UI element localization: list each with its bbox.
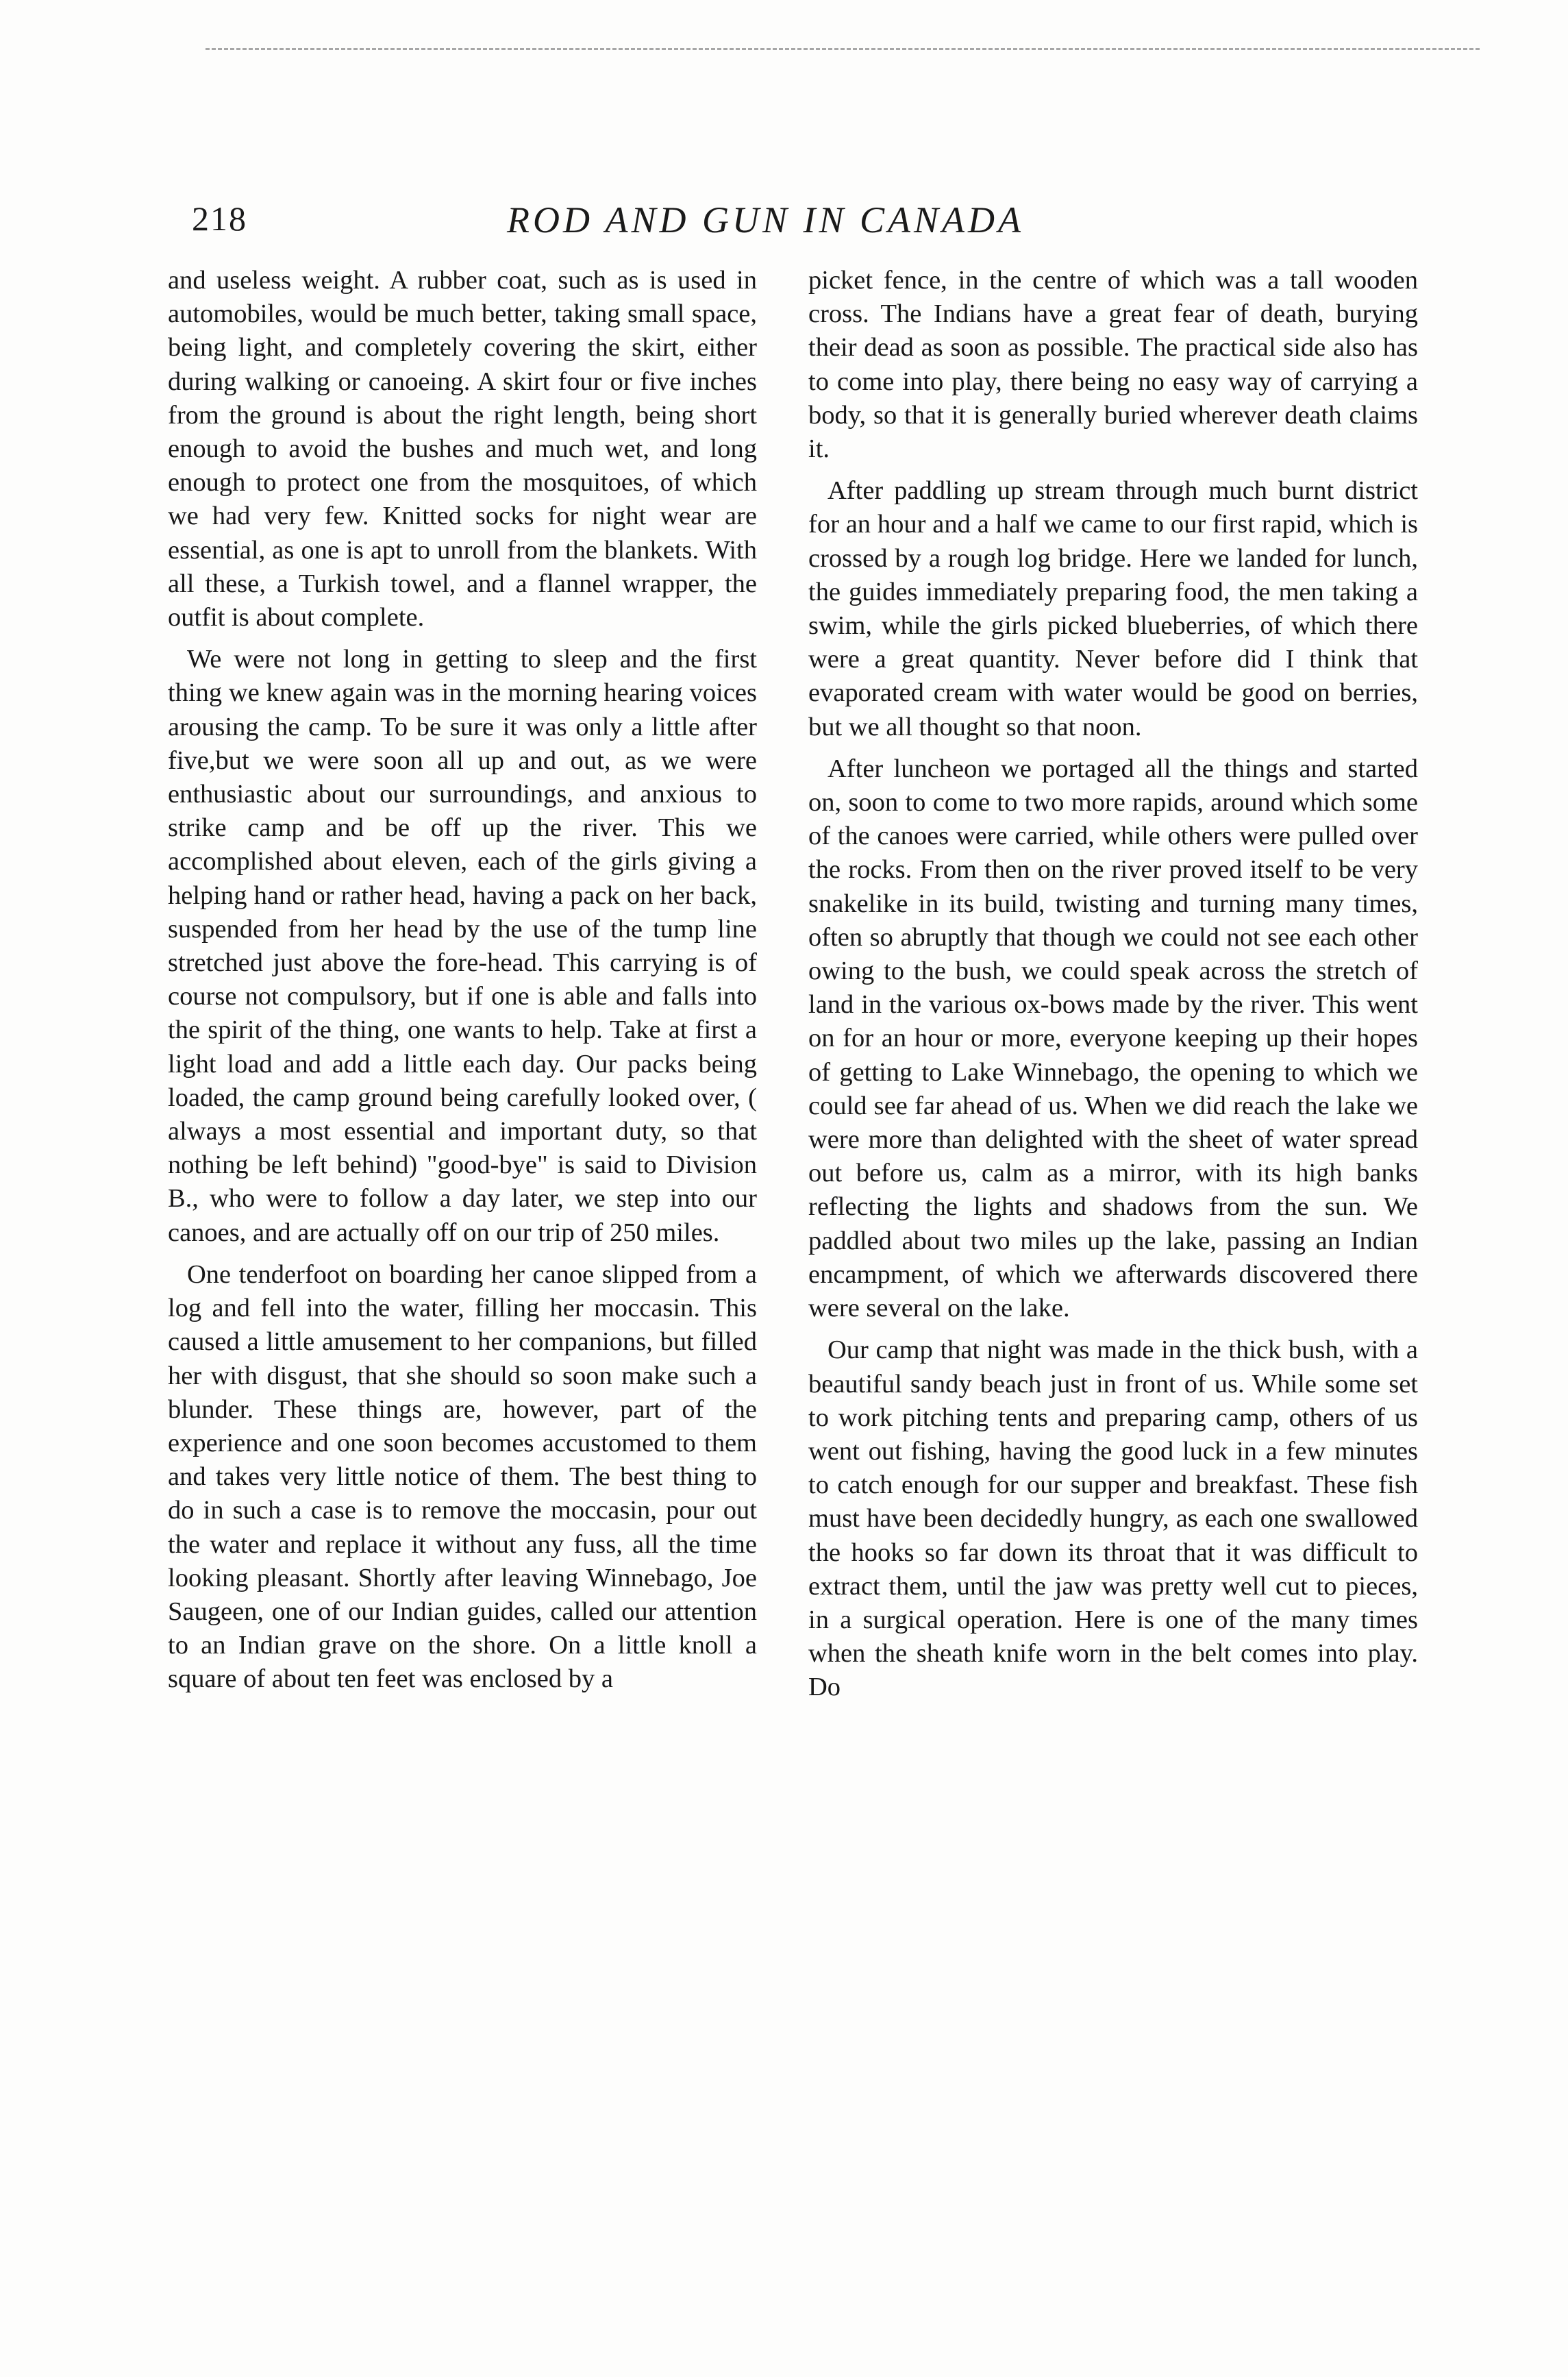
paragraph: Our camp that night was made in the thick bush, with a beautiful sandy beach just in front of us. While some set to work pitching tents and preparing camp, others of us went out fishing, having the good luck in a few minutes to catch enough for our supper and breakfast. These fish must have been decidedly hungry, as each one swallowed the hooks so far down its throat that it was difficult to extract them, until the jaw was pretty well cut to pieces, in a surgical operation. Here is one of the many times when the sheath knife worn in the belt comes into play. Do	[808, 1335, 1418, 1702]
page-header	[192, 199, 1432, 254]
paragraph: One tenderfoot on boarding her canoe slipped from a log and fell into the water, filling her moccasin. This caused a little amusement to her companions, but filled her with disgust, that she should so soon make such a blunder. These things are, however, part of the experience and one soon becomes accustomed to them and takes very little notice of them. The best thing to do in such a case is to remove the moccasin, pour out the water and replace it without any fuss, all the time looking pleasant. Shortly after leaving Winnebago, Joe Saugeen, one of our Indian guides, called our attention to an Indian grave on the shore. On a little knoll a square of about ten feet was enclosed by a	[168, 1259, 757, 1694]
running-title: ROD AND GUN IN CANADA	[507, 199, 1025, 241]
paragraph: We were not long in getting to sleep and the first thing we knew again was in the morning hearing voices arousing the camp. To be sure it was only a little after five,but we were soon all up and out, as we were enthusiastic about our surroundings, and anxious to strike camp and be off up the river. This we accomplished about eleven, each of the girls giving a helping hand or rather head, having a pack on her back, suspended from her head by the use of the tump line stretched just above the fore-head. This carrying is of course not compulsory, but if one is able and falls into the spirit of the thing, one wants to help. Take at first a light load and add a little each day. Our packs being loaded, the camp ground being carefully looked over, ( always a most essential and important duty, so that nothing be left behind) "good-bye" is said to Division B., who were to follow a day later, we step into our canoes, and are actually off on our trip of 250 miles.	[168, 645, 757, 1247]
paragraph: and useless weight. A rubber coat, such as is used in automobiles, would be much better, taking small space, being light, and completely covering the skirt, either during walking or canoeing. A skirt four or five inches from the ground is about the right length, being short enough to avoid the bushes and much wet, and long enough to protect one from the mosquitoes, of which we had very few. Knitted socks for night wear are essential, as one is apt to unroll from the blankets. With all these, a Turkish towel, and a flannel wrapper, the outfit is about complete.	[168, 266, 757, 632]
right-column	[808, 264, 1418, 1713]
top-rule	[206, 48, 1480, 50]
paragraph: After luncheon we portaged all the things and started on, soon to come to two more rapids, around which some of the canoes were carried, while others were pulled over the rocks. From then on the river proved itself to be very snakelike in its build, twisting and turning many times, often so abruptly that though we could not see each other owing to the bush, we could speak across the stretch of land in the various ox-bows made by the river. This went on for an hour or more, everyone keeping up their hopes of getting to Lake Winnebago, the opening to which we could see far ahead of us. When we did reach the lake we were more than delighted with the sheet of water spread out before us, calm as a mirror, with its high banks reflecting the lights and shadows from the sun. We paddled about two miles up the lake, passing an Indian encampment, of which we afterwards discovered there were several on the lake.	[808, 754, 1418, 1323]
paragraph: picket fence, in the centre of which was a tall wooden cross. The Indians have a great fear of death, burying their dead as soon as possible. The practical side also has to come into play, there being no easy way of carrying a body, so that it is generally buried wherever death claims it.	[808, 266, 1418, 464]
left-column	[168, 264, 757, 1705]
page-number: 218	[192, 199, 247, 238]
paragraph: After paddling up stream through much burnt district for an hour and a half we came to our first rapid, which is crossed by a rough log bridge. Here we landed for lunch, the guides immediately preparing food, the men taking a swim, while the girls picked blueberries, of which there were a great quantity. Never before did I think that evaporated cream with water would be good on berries, but we all thought so that noon.	[808, 476, 1418, 741]
